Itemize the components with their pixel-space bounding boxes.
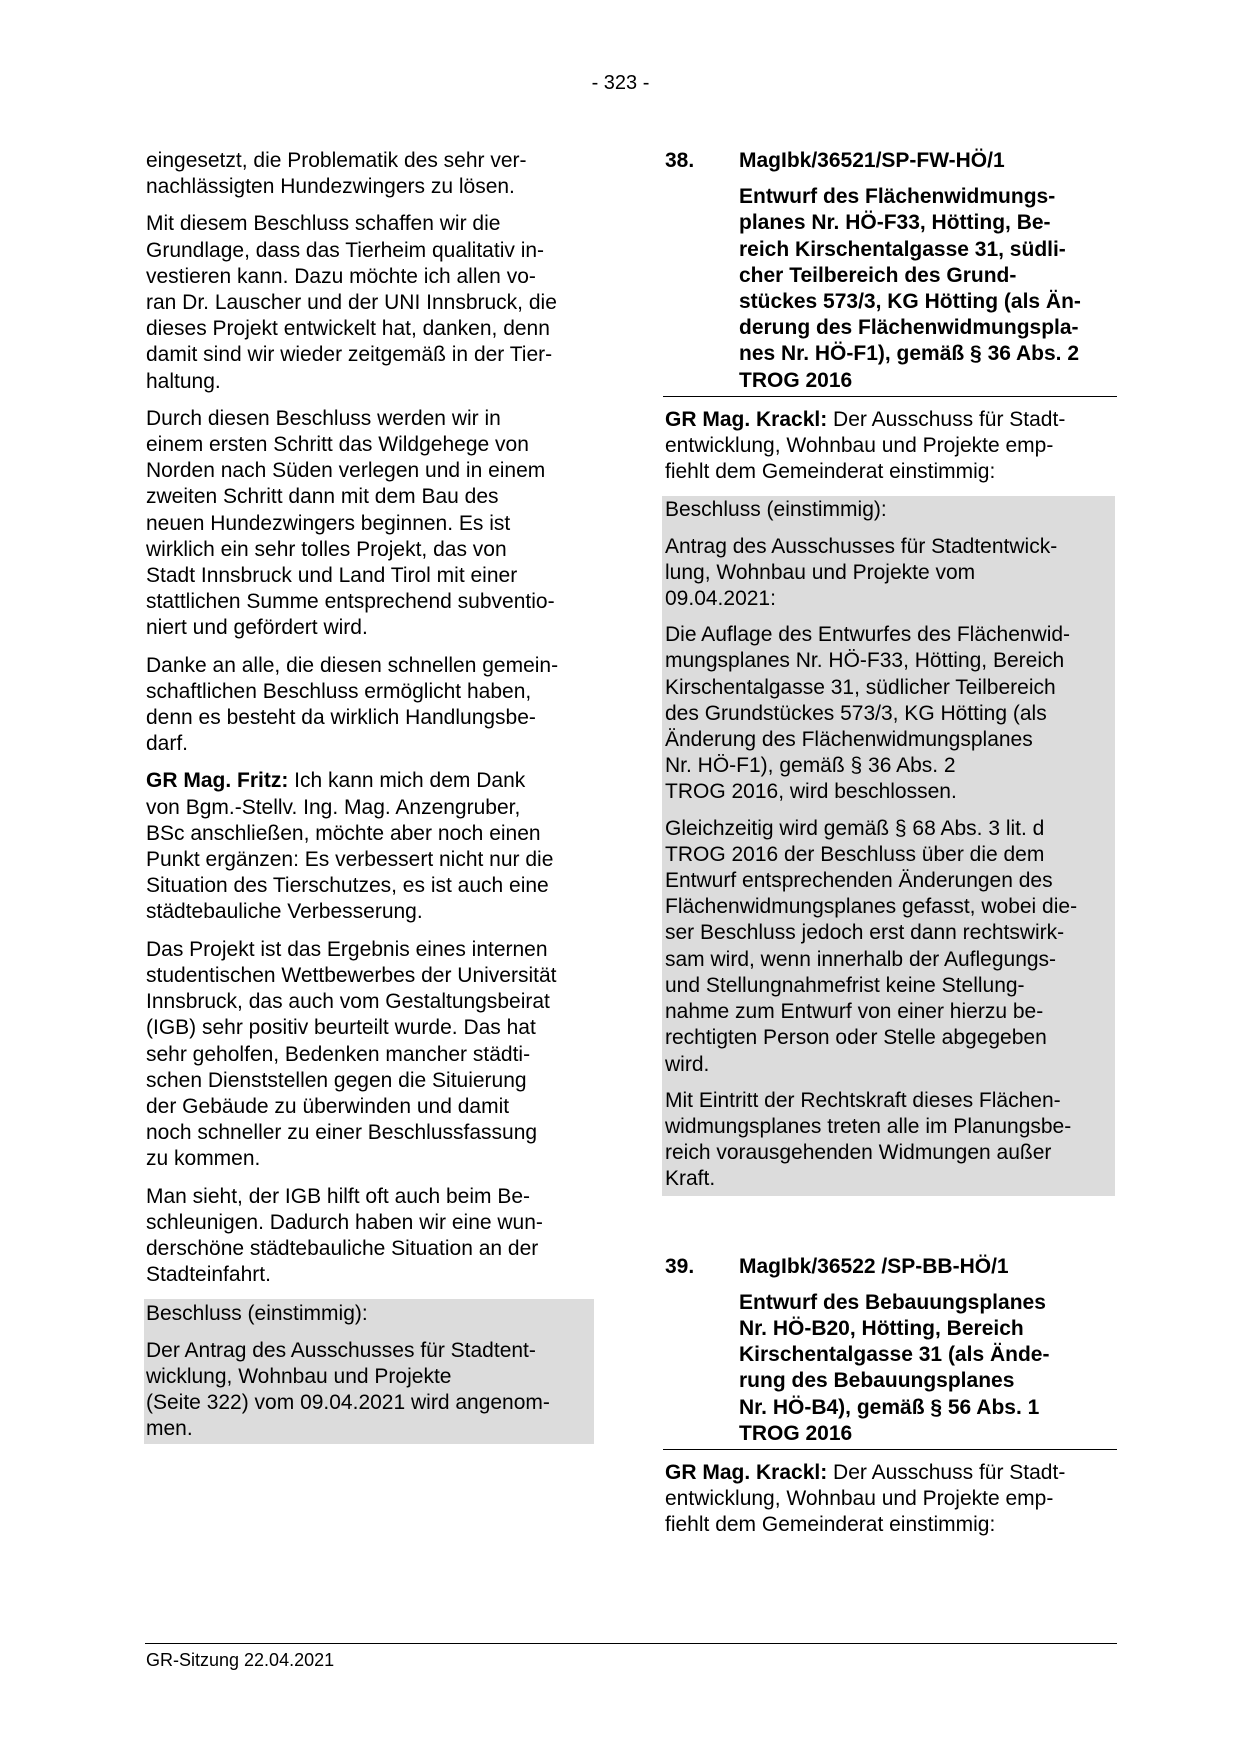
left-paragraph-4: Danke an alle, die diesen schnellen gemein- schaftlichen Beschluss ermöglicht haben, denn es besteht da wirklich Handlungsbe- darf.: [146, 653, 559, 756]
resolution-label: Beschluss (einstimmig):: [665, 498, 887, 522]
item-code: MagIbk/36521/SP-FW-HÖ/1: [739, 149, 1005, 172]
speaker-name: GR Mag. Krackl:: [665, 407, 828, 431]
left-paragraph-6: Das Projekt ist das Ergebnis eines internen studentischen Wettbewerbes der Universität Innsbruck, das auch vom Gestaltungsbeirat (IGB) sehr positiv beurteilt wurde. Das hat sehr geholfen, Bedenken mancher städti- schen Dienststellen gegen die Situierung der Gebäude zu überwinden und damit noch schneller zu einer Beschlussfassung zu kommen.: [146, 937, 557, 1171]
simultaneous-text: Gleichzeitig wird gemäß § 68 Abs. 3 lit. d TROG 2016 der Beschluss über die dem Entwurf entsprechenden Änderungen des Flächenwidmungsplanes gefasst, wobei die- ser Beschluss jedoch erst dann rechtswirk- sam wird, wenn innerhalb der Auflegungs- und Stellungnahmefrist keine Stellung- nahme zum Entwurf von einer hierzu be- rechtigten Person oder Stelle abgegeben wird.: [665, 816, 1078, 1076]
page-number: - 323 -: [591, 72, 650, 94]
left-paragraph-5: [146, 768, 594, 925]
left-paragraph-1: eingesetzt, die Problematik des sehr ver- nachlässigten Hundezwingers zu lösen.: [146, 149, 527, 199]
left-column: [146, 148, 594, 1444]
speaker-name: GR Mag. Krackl:: [665, 1460, 828, 1484]
effect-text: Mit Eintritt der Rechtskraft dieses Flächen- widmungsplanes treten alle im Planungsbe- reich vorausgehenden Widmungen außer Kraft.: [665, 1088, 1072, 1191]
left-paragraph-7: Man sieht, der IGB hilft oft auch beim Be- schleunigen. Dadurch haben wir eine wun- derschöne städtebauliche Situation an der Stadteinfahrt.: [146, 1184, 543, 1287]
item-38-speech: [665, 407, 1115, 486]
item-number: 39.: [665, 1254, 695, 1278]
speech-text: Der Ausschuss für Stadt- entwicklung, Wohnbau und Projekte emp- fiehlt dem Gemeinderat einstimmig:: [665, 1460, 1066, 1537]
footer-text: GR-Sitzung 22.04.2021: [146, 1650, 335, 1670]
speech-text: Ich kann mich dem Dank von Bgm.-Stellv. Ing. Mag. Anzengruber, BSc anschließen, möchte aber noch einen Punkt ergänzen: Es verbessert nicht nur die Situation des Tierschutzes, es ist auch eine städtebauliche Verbesserung.: [146, 769, 554, 924]
right-column: [665, 148, 1115, 1550]
spacer: [665, 1196, 1115, 1254]
resolution-text: Der Antrag des Ausschusses für Stadtent- wicklung, Wohnbau und Projekte (Seite 322) vom 09.04.2021 wird angenom- men.: [146, 1338, 550, 1441]
left-paragraph-3: Durch diesen Beschluss werden wir in einem ersten Schritt das Wildgehege von Norden nach Süden verlegen und in einem zweiten Schritt dann mit dem Bau des neuen Hundezwingers beginnen. Es ist wirklich ein sehr tolles Projekt, das von Stadt Innsbruck und Land Tirol mit einer stattlichen Summe entsprechend subventio- niert und gefördert wird.: [146, 406, 555, 640]
decision-text: Die Auflage des Entwurfes des Flächenwid- mungsplanes Nr. HÖ-F33, Hötting, Bereich Kirschentalgasse 31, südlicher Teilbereich des Grundstückes 573/3, KG Hötting (als Änderung des Flächenwidmungsplanes Nr. HÖ-F1), gemäß § 36 Abs. 2 TROG 2016, wird beschlossen.: [665, 623, 1071, 804]
item-title: Entwurf des Bebauungsplanes Nr. HÖ-B20, Hötting, Bereich Kirschentalgasse 31 (als Ände- rung des Bebauungsplanes Nr. HÖ-B4), gemäß § 56 Abs. 1 TROG 2016: [739, 1290, 1050, 1445]
resolution-label: Beschluss (einstimmig):: [146, 1302, 368, 1326]
agenda-item-38: [665, 148, 1115, 394]
resolution-box: [144, 1299, 594, 1444]
left-paragraph-2: Mit diesem Beschluss schaffen wir die Grundlage, dass das Tierheim qualitativ in- vestieren kann. Dazu möchte ich allen vo- ran Dr. Lauscher und der UNI Innsbruck, die dieses Projekt entwickelt hat, danken, denn damit sind wir wieder zeitgemäß in der Tier- haltung.: [146, 212, 557, 393]
resolution-box: [662, 496, 1115, 1195]
speech-text: Der Ausschuss für Stadt- entwicklung, Wohnbau und Projekte emp- fiehlt dem Gemeinderat einstimmig:: [665, 407, 1066, 484]
divider: [663, 396, 1117, 397]
item-code: MagIbk/36522 /SP-BB-HÖ/1: [739, 1254, 1009, 1278]
speaker-name: GR Mag. Fritz:: [146, 769, 289, 793]
item-39-speech: [665, 1460, 1115, 1539]
item-number: 38.: [665, 149, 695, 172]
item-title: Entwurf des Flächenwidmungs- planes Nr. HÖ-F33, Hötting, Be- reich Kirschentalgasse 31, südli- cher Teilbereich des Grund- stückes 573/3, KG Hötting (als Än- derung des Flächenwidmungspla- nes Nr. HÖ-F1), gemäß § 36 Abs. 2 TROG 2016: [739, 185, 1081, 392]
agenda-item-39: [665, 1254, 1115, 1447]
footer-divider: [145, 1643, 1117, 1644]
divider: [663, 1449, 1117, 1450]
motion-text: Antrag des Ausschusses für Stadtentwick- lung, Wohnbau und Projekte vom 09.04.2021:: [665, 534, 1058, 611]
